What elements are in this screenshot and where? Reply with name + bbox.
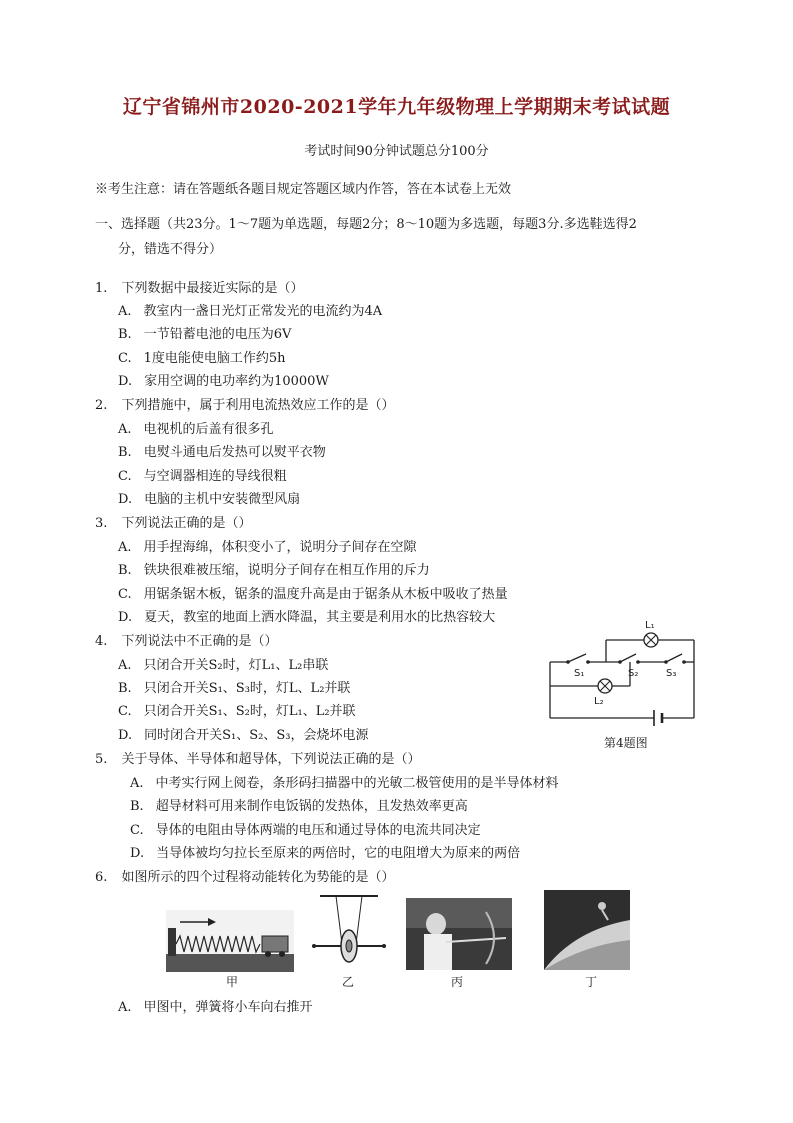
question-number: 3.	[95, 516, 108, 531]
label-s1: S₁	[574, 668, 585, 679]
question-number: 6.	[95, 870, 108, 885]
lamp-l2-icon	[598, 679, 612, 693]
question-4	[95, 630, 278, 649]
question-number: 5.	[95, 752, 108, 767]
question-text: 关于导体、半导体和超导体，下列说法正确的是（）	[121, 752, 421, 767]
figure-caption-ding: 丁	[585, 975, 598, 989]
exam-notice: ※考生注意：请在答题纸各题目规定答题区域内作答，答在本试卷上无效	[95, 182, 512, 197]
option: D. 当导体被均匀拉长至原来的两倍时，它的电阻增大为原来的两倍	[130, 846, 521, 861]
figure-maxwell-wheel	[310, 892, 388, 976]
figure-caption-jia: 甲	[226, 975, 239, 989]
question-5	[95, 748, 421, 767]
question-text: 如图所示的四个过程将动能转化为势能的是（）	[121, 870, 395, 885]
option: A. 用手捏海绵，体积变小了，说明分子间存在空隙	[118, 540, 417, 555]
option: D. 夏天，教室的地面上洒水降温，其主要是利用水的比热容较大	[118, 610, 496, 625]
option: B. 铁块很难被压缩，说明分子间存在相互作用的斥力	[118, 563, 430, 578]
figure-caption-bing: 丙	[451, 975, 464, 989]
circuit-diagram	[548, 618, 698, 750]
figure-spring-cart	[166, 910, 294, 972]
option: C. 1度电能使电脑工作约5h	[118, 351, 286, 366]
section-heading-line2: 分，错选不得分）	[118, 242, 223, 257]
exam-info: 考试时间90分钟试题总分100分	[304, 144, 489, 159]
label-l2: L₂	[594, 696, 604, 707]
option: A. 甲图中，弹簧将小车向右推开	[118, 1000, 313, 1015]
option: A. 电视机的后盖有很多孔	[118, 422, 274, 437]
option: D. 电脑的主机中安装微型风扇	[118, 492, 301, 507]
page-title: 辽宁省锦州市2020-2021学年九年级物理上学期期末考试试题	[122, 96, 671, 118]
option: A. 只闭合开关S₂时，灯L₁、L₂串联	[118, 658, 329, 673]
lamp-l1-icon	[644, 633, 658, 647]
question-text: 下列说法中不正确的是（）	[121, 634, 278, 649]
question-text: 下列措施中，属于利用电流热效应工作的是（）	[121, 398, 395, 413]
figure-archer-photo	[406, 898, 512, 970]
question-2	[95, 394, 395, 413]
question-number: 4.	[95, 634, 108, 649]
option: A. 教室内一盏日光灯正常发光的电流约为4A	[118, 304, 383, 319]
option: C. 只闭合开关S₁、S₂时，灯L₁、L₂并联	[118, 704, 356, 719]
question-text: 下列数据中最接近实际的是（）	[121, 281, 304, 296]
question-1	[95, 277, 304, 296]
question-3	[95, 512, 252, 531]
question-number: 1.	[95, 281, 108, 296]
option: C. 与空调器相连的导线很粗	[118, 469, 287, 484]
figure-cliff-photo	[544, 890, 630, 970]
option: D. 同时闭合开关S₁、S₂、S₃，会烧坏电源	[118, 728, 369, 743]
option: C. 用锯条锯木板，锯条的温度升高是由于锯条从木板中吸收了热量	[118, 587, 508, 602]
question-number: 2.	[95, 398, 108, 413]
option: A. 中考实行网上阅卷，条形码扫描器中的光敏二极管使用的是半导体材料	[130, 776, 559, 791]
label-s3: S₃	[666, 668, 677, 679]
section-heading-line1: 一、选择题（共23分。1～7题为单选题，每题2分；8～10题为多选题，每题3分.多选鞋选得2	[95, 217, 637, 232]
circuit-caption: 第4题图	[604, 736, 648, 750]
option: B. 只闭合开关S₁、S₃时，灯L、L₂并联	[118, 681, 351, 696]
question-6	[95, 866, 395, 885]
question-text: 下列说法正确的是（）	[121, 516, 252, 531]
label-s2: S₂	[628, 668, 639, 679]
figure-caption-yi: 乙	[342, 975, 355, 989]
option: B. 超导材料可用来制作电饭锅的发热体，且发热效率更高	[130, 799, 468, 814]
option: D. 家用空调的电功率约为10000W	[118, 374, 329, 389]
option: C. 导体的电阻由导体两端的电压和通过导体的电流共同决定	[130, 823, 481, 838]
label-l1: L₁	[645, 620, 655, 631]
option: B. 一节铅蓄电池的电压为6V	[118, 327, 292, 342]
option: B. 电熨斗通电后发热可以熨平衣物	[118, 445, 326, 460]
